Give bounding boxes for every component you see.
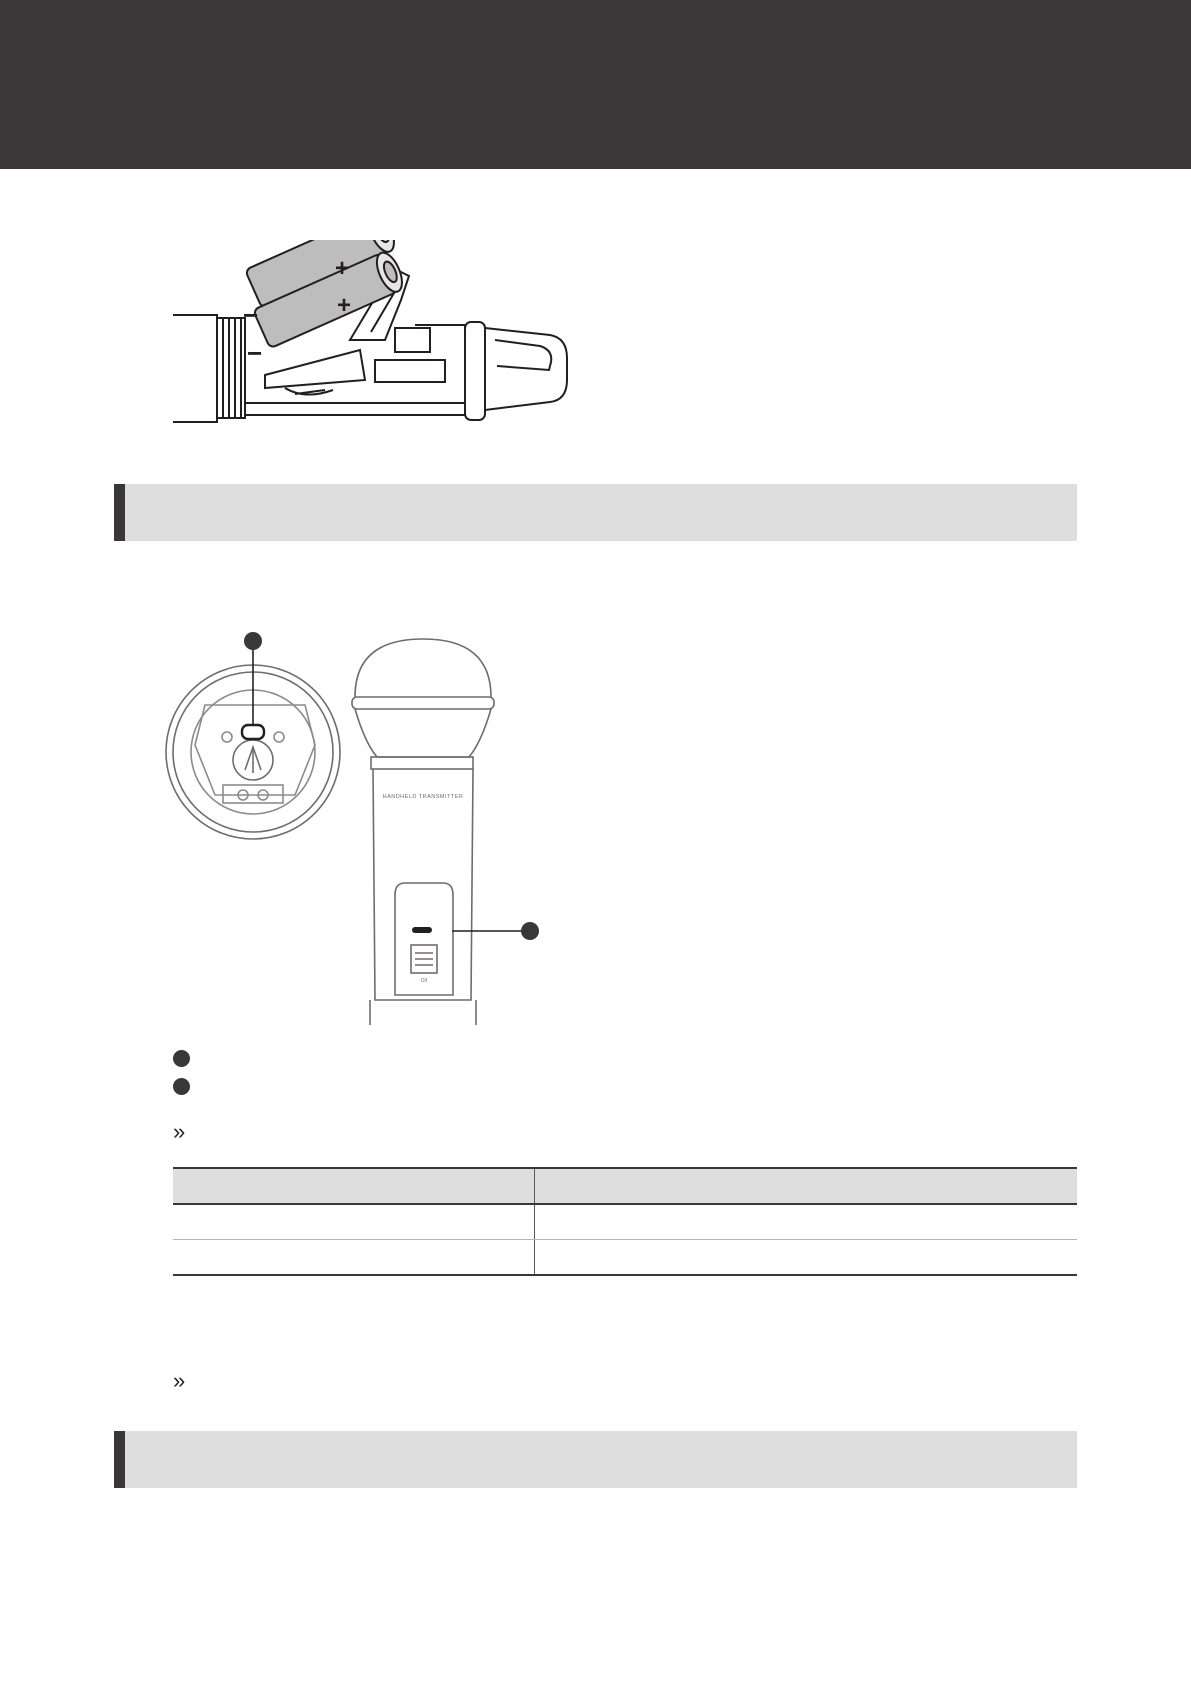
table-row	[173, 1240, 1077, 1276]
page-header-band	[0, 0, 1191, 169]
plus-mark-lower: +	[337, 292, 352, 319]
table-cell	[535, 1240, 1078, 1276]
table-header-cell	[535, 1168, 1078, 1204]
table-header-cell	[173, 1168, 535, 1204]
battery-installation-illustration	[165, 240, 575, 440]
table-cell	[535, 1204, 1078, 1240]
section-heading-bar	[114, 1431, 1077, 1488]
plus-mark-upper: +	[335, 255, 350, 282]
minus-mark-upper: −	[243, 300, 259, 330]
note-marker: »	[173, 1368, 186, 1393]
table-header-row	[173, 1168, 1077, 1204]
mic-body-label: HANDHELD TRANSMITTER	[382, 794, 464, 800]
legend-marker-2	[173, 1078, 190, 1095]
table-cell	[173, 1240, 535, 1276]
power-switch-label: O/I	[420, 978, 428, 984]
section-heading-bar	[114, 484, 1077, 541]
table-row	[173, 1204, 1077, 1240]
status-table	[173, 1167, 1077, 1276]
table-cell	[173, 1204, 535, 1240]
minus-mark-lower: −	[247, 338, 263, 368]
note-marker: »	[173, 1119, 186, 1144]
legend-marker-1	[173, 1050, 190, 1067]
microphone-illustration	[165, 625, 565, 1025]
